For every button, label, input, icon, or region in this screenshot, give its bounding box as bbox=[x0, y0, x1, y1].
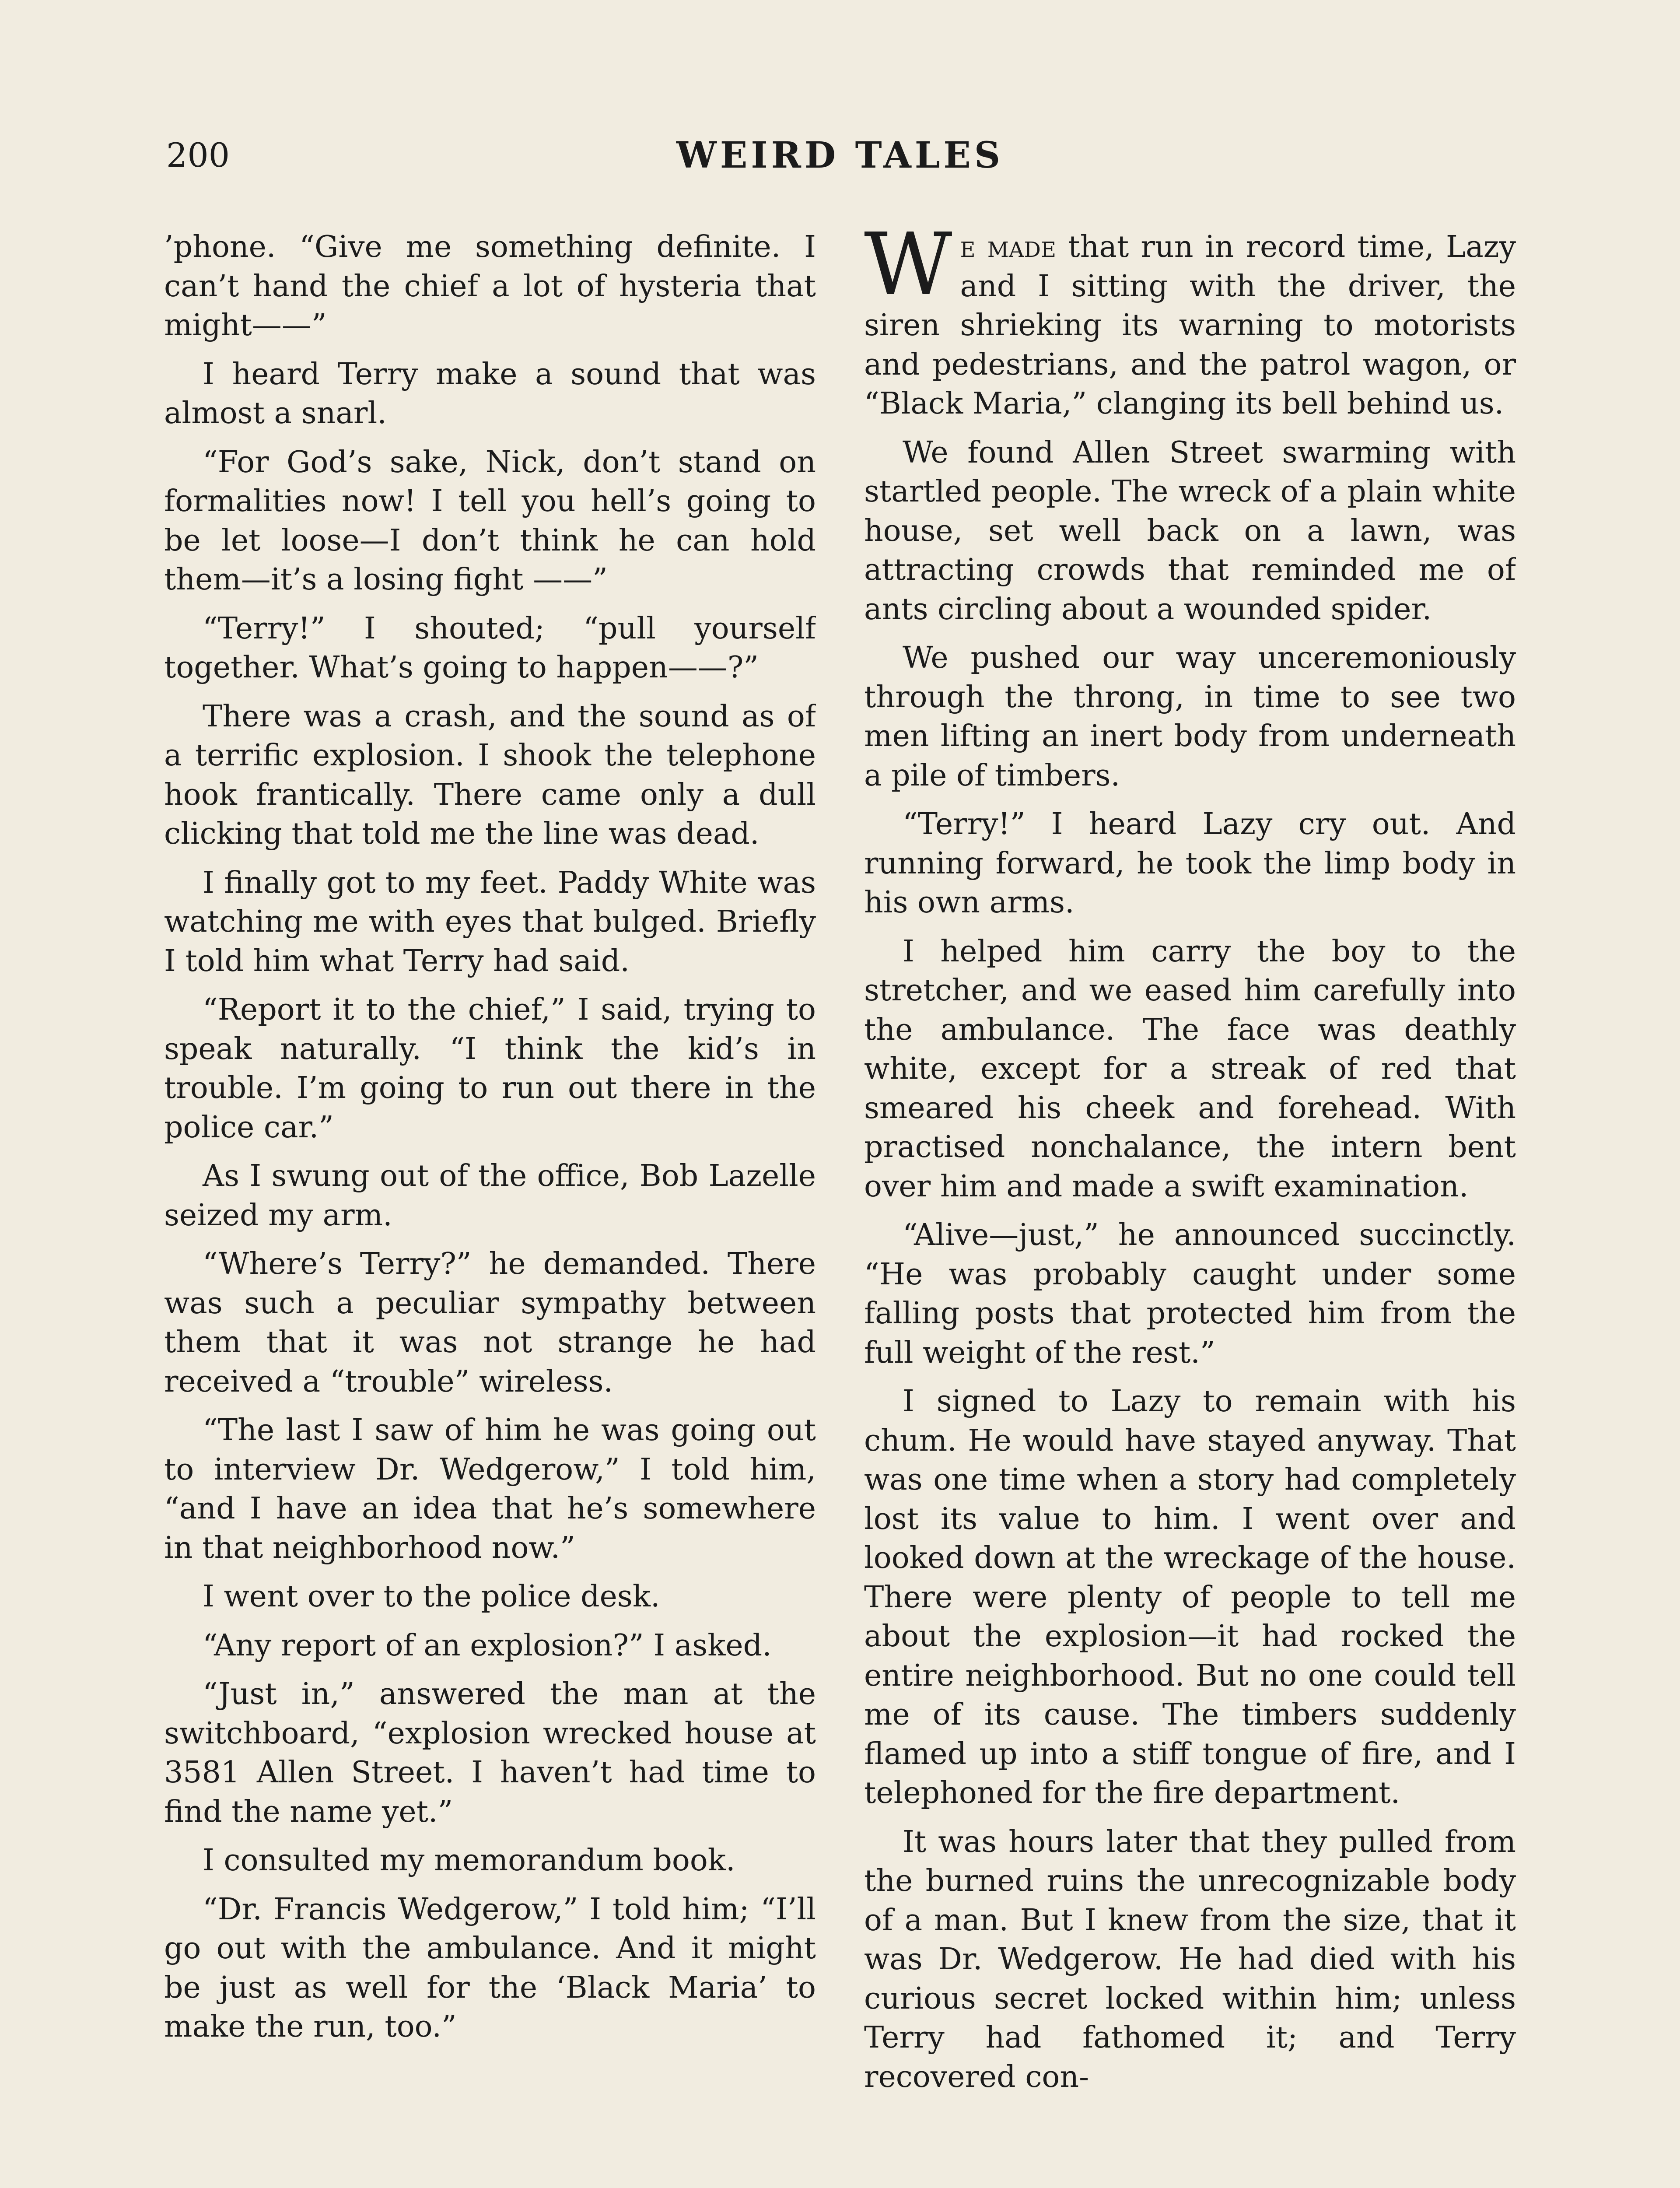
paragraph: I finally got to my feet. Paddy White was watching me with eyes that bulged. Briefly I told him what Terry had said. bbox=[164, 865, 816, 978]
paragraph: “Terry!” I shouted; “pull yourself together. What’s going to happen——?” bbox=[164, 611, 816, 685]
paragraph: It was hours later that they pulled from the burned ruins the unrecognizable body of a man. But I knew from the size, that it was Dr. Wedgerow. He had died with his curious secret locked within him; unless Terry had fathomed it; and Terry recovered con- bbox=[864, 1824, 1516, 2094]
page-number: 200 bbox=[166, 136, 230, 175]
drop-cap: W bbox=[864, 228, 952, 315]
paragraph: I consulted my memorandum book. bbox=[203, 1843, 735, 1878]
paragraph: “For God’s sake, Nick, don’t stand on formalities now! I tell you hell’s going to be let loose—I don’t think he can hold them—it’s a losing fight ——” bbox=[164, 445, 816, 597]
paragraph: “Just in,” answered the man at the switchboard, “explosion wrecked house at 3581 Allen Street. I haven’t had time to find the name yet.” bbox=[164, 1677, 816, 1829]
paragraph: “Report it to the chief,” I said, trying to speak naturally. “I think the kid’s in trouble. I’m going to run out there in the police car.” bbox=[164, 992, 816, 1145]
left-column bbox=[164, 228, 816, 2188]
opening-paragraph bbox=[864, 228, 1516, 424]
paragraph: “Terry!” I heard Lazy cry out. And running forward, he took the limp body in his own arms. bbox=[864, 807, 1516, 920]
paragraph: “Where’s Terry?” he demanded. There was such a peculiar sympathy between them that it was not strange he had received a “trouble” wireless. bbox=[164, 1247, 816, 1399]
paragraph: ’phone. “Give me something definite. I can’t hand the chief a lot of hysteria that might——” bbox=[164, 230, 816, 343]
paragraph: I heard Terry make a sound that was almost a snarl. bbox=[164, 357, 816, 431]
paragraph: “The last I saw of him he was going out to interview Dr. Wedgerow,” I told him, “and I have an idea that he’s somewhere in that neighborhood now.” bbox=[164, 1413, 816, 1565]
paragraph: There was a crash, and the sound as of a terrific explosion. I shook the telephone hook frantically. There came only a dull clicking that told me the line was dead. bbox=[164, 699, 816, 851]
opening-text: that run in record time, Lazy and I sitting with the driver, the siren shrieking its warning to motorists and pedestrians, and the patrol wagon, or “Black Maria,” clanging its bell behind us. bbox=[864, 230, 1516, 421]
paragraph: We found Allen Street swarming with startled people. The wreck of a plain white house, set well back on a lawn, was attracting crowds that reminded me of ants circling about a wounded spider. bbox=[864, 435, 1516, 627]
page-header bbox=[0, 131, 1680, 179]
running-title: WEIRD TALES bbox=[676, 134, 1004, 176]
paragraph: I signed to Lazy to remain with his chum. He would have stayed anyway. That was one time when a story had completely lost its value to him. I went over and looked down at the wreckage of the house. There were plenty of people to tell me about the explosion—it had rocked the entire neighborhood. But no one could tell me of its cause. The timbers suddenly flamed up into a stiff tongue of fire, and I telephoned for the fire department. bbox=[864, 1384, 1516, 1810]
paragraph: “Any report of an explosion?” I asked. bbox=[203, 1628, 772, 1663]
opening-smallcaps: e made bbox=[960, 230, 1057, 264]
right-column bbox=[864, 228, 1516, 2188]
paragraph: As I swung out of the office, Bob Lazelle seized my arm. bbox=[164, 1159, 816, 1233]
paragraph: “Dr. Francis Wedgerow,” I told him; “I’ll go out with the ambulance. And it might be just as well for the ‘Black Maria’ to make the run, too.” bbox=[164, 1892, 816, 2044]
paragraph: We pushed our way unceremoniously through the throng, in time to see two men lifting an inert body from underneath a pile of timbers. bbox=[864, 641, 1516, 793]
paragraph: I helped him carry the boy to the stretcher, and we eased him carefully into the ambulance. The face was deathly white, except for a streak of red that smeared his cheek and forehead. With practised nonchalance, the intern bent over him and made a swift examination. bbox=[864, 934, 1516, 1204]
paragraph: I went over to the police desk. bbox=[203, 1579, 660, 1614]
paragraph: “Alive—just,” he announced succinctly. “He was probably caught under some falling posts that protected him from the full weight of the rest.” bbox=[864, 1218, 1516, 1370]
